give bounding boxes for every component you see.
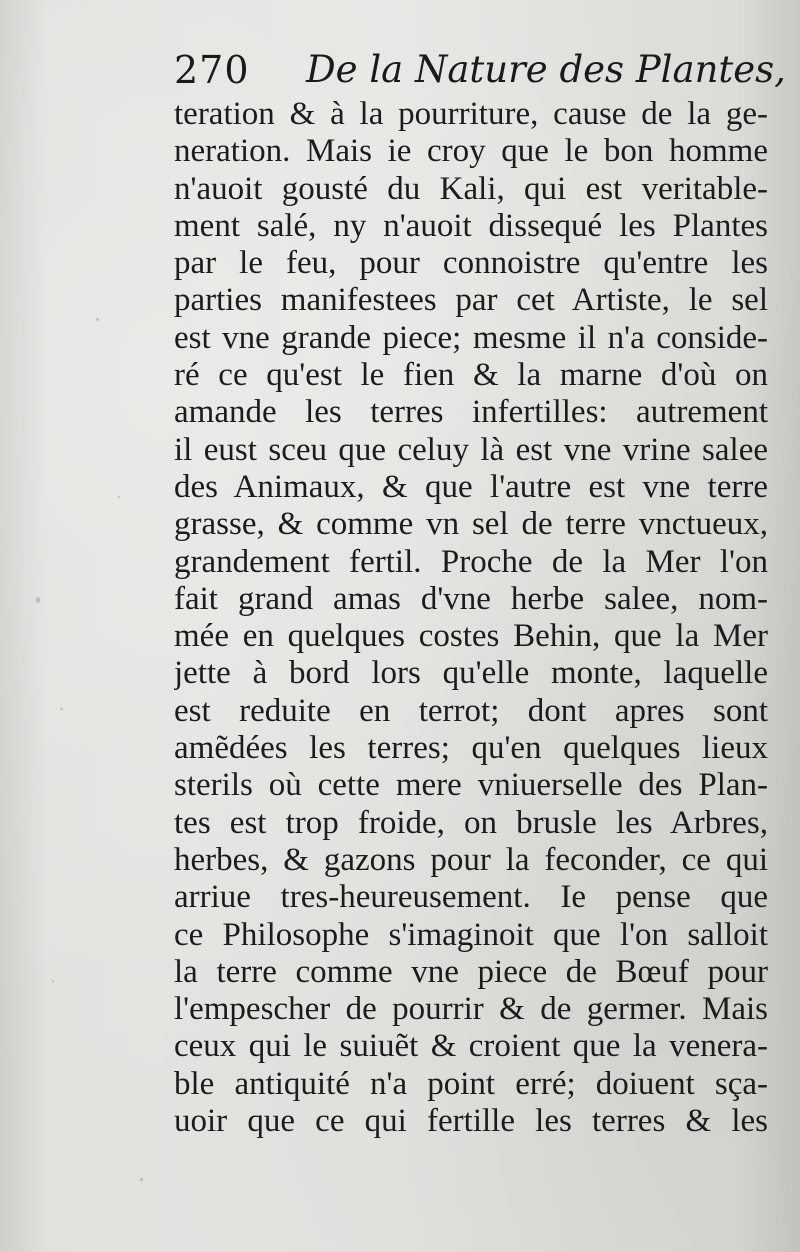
text-line: est vne grande piece; mesme il n'a conside-: [174, 319, 768, 356]
text-line: est reduite en terrot; dont apres sont: [174, 692, 768, 729]
paper-speck: [36, 597, 40, 603]
text-line: mée en quelques costes Behin, que la Mer: [174, 618, 768, 655]
text-line: ment salé, ny n'auoit dissequé les Plantes: [174, 207, 768, 244]
text-line: la terre comme vne piece de Bœuf pour: [174, 953, 768, 990]
text-line: uoir que ce qui fertille les terres & les: [174, 1103, 768, 1140]
text-line: grasse, & comme vn sel de terre vnctueux,: [174, 506, 768, 543]
text-line: ble antiquité n'a point erré; doiuent sça-: [174, 1065, 768, 1102]
paper-speck: [96, 318, 99, 321]
paper-speck: [52, 980, 54, 982]
paper-speck: [140, 1178, 143, 1181]
paper-speck: [60, 708, 63, 710]
text-line: amẽdées les terres; qu'en quelques lieux: [174, 730, 768, 767]
page-header: [174, 42, 786, 104]
page-number: 270: [174, 48, 250, 92]
text-line: ce Philosophe s'imaginoit que l'on salloit: [174, 916, 768, 953]
text-line: arriue tres-heureusement. Ie pense que: [174, 879, 768, 916]
text-line: l'empescher de pourrir & de germer. Mais: [174, 991, 768, 1028]
body-text: [174, 96, 768, 1140]
text-line: ceux qui le suiuẽt & croient que la venera-: [174, 1028, 768, 1065]
text-line: parties manifestees par cet Artiste, le sel: [174, 282, 768, 319]
text-line: sterils où cette mere vniuerselle des Plan-: [174, 767, 768, 804]
text-line: tes est trop froide, on brusle les Arbres,: [174, 804, 768, 841]
text-line: amande les terres infertilles: autrement: [174, 394, 768, 431]
paper-speck: [118, 496, 120, 498]
text-line: ré ce qu'est le fien & la marne d'où on: [174, 357, 768, 394]
text-line: par le feu, pour connoistre qu'entre les: [174, 245, 768, 282]
text-line: jette à bord lors qu'elle monte, laquelle: [174, 655, 768, 692]
text-line: il eust sceu que celuy là est vne vrine salee: [174, 431, 768, 468]
running-title: De la Nature des Plantes,: [306, 48, 786, 91]
text-line: teration & à la pourriture, cause de la ge-: [174, 96, 768, 132]
text-line: grandement fertil. Proche de la Mer l'on: [174, 543, 768, 580]
text-line: n'auoit gousté du Kali, qui est veritable-: [174, 170, 768, 207]
text-line: neration. Mais ie croy que le bon homme: [174, 133, 768, 170]
text-line: fait grand amas d'vne herbe salee, nom-: [174, 580, 768, 617]
text-line: herbes, & gazons pour la feconder, ce qui: [174, 841, 768, 878]
text-line: des Animaux, & que l'autre est vne terre: [174, 468, 768, 505]
